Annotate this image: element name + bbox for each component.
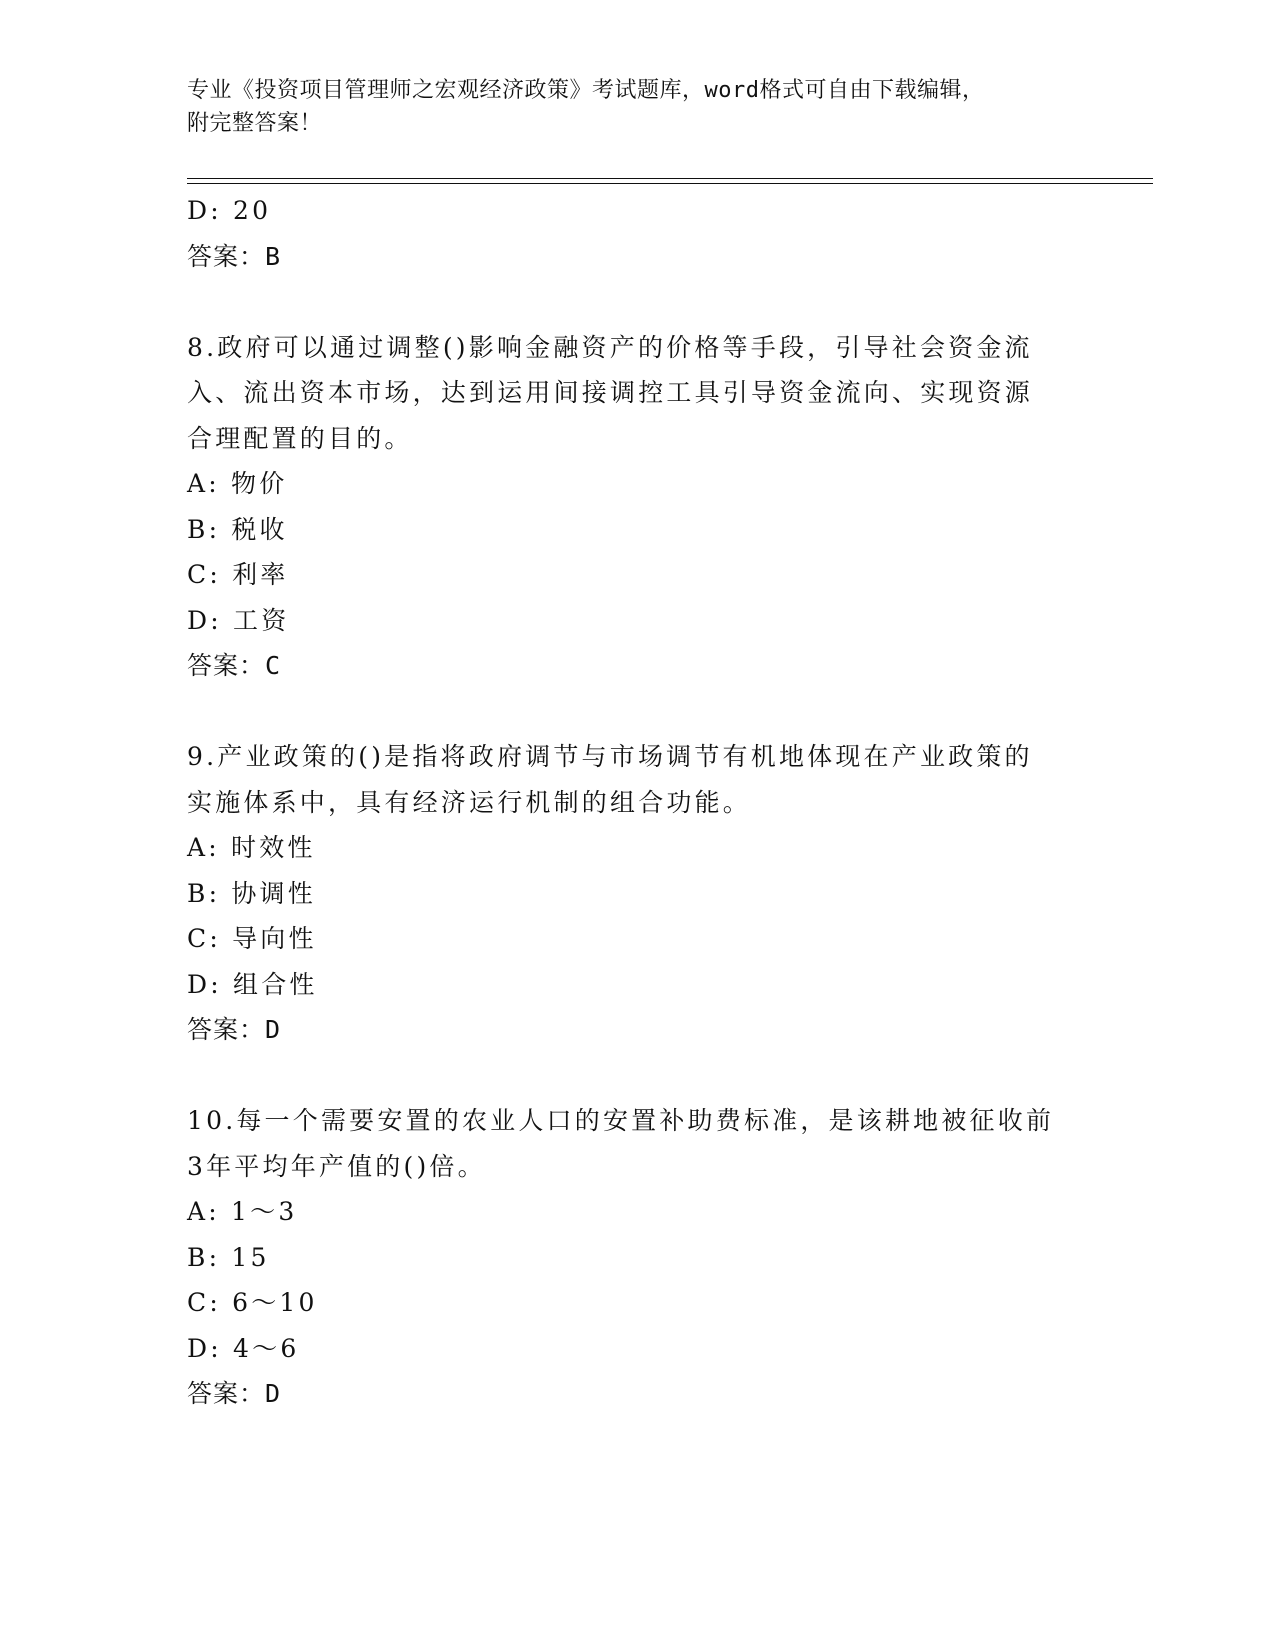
question-9-option-c: C: 导向性 [187,924,317,953]
question-9-text [187,734,1067,825]
question-8-option-b: B: 税收 [187,514,288,544]
question-8-option-a: A: 物价 [187,469,288,498]
question-8-line-3: 合理配置的目的。 [187,423,413,453]
question-9-answer: 答案：D [187,1015,282,1044]
question-10-option-c: C: 6～10 [187,1288,318,1317]
question-9-option-a: A: 时效性 [187,833,316,862]
question-8-option-d: D: 工资 [187,605,290,635]
question-9-option-b: B: 协调性 [187,878,316,908]
question-9-option-d: D: 组合性 [187,969,318,999]
question-10-line-1: 10.每一个需要安置的农业人口的安置补助费标准，是该耕地被征收前 [187,1106,1055,1135]
header-line-2: 附完整答案！ [187,111,323,136]
question-10-line-2: 3年平均年产值的()倍。 [187,1151,486,1181]
previous-answer: 答案：B [187,241,282,271]
header-divider-top [187,178,1153,179]
question-8-answer: 答案：C [187,651,282,680]
question-9-line-1: 9.产业政策的()是指将政府调节与市场调节有机地体现在产业政策的 [187,742,1033,771]
question-10-option-d: D: 4～6 [187,1333,300,1363]
question-8-line-2: 入、流出资本市场，达到运用间接调控工具引导资金流向、实现资源 [187,378,1034,407]
question-8 [187,325,1087,689]
spacer [187,279,1087,325]
question-10-answer: 答案：D [187,1379,282,1408]
question-9-line-2: 实施体系中，具有经济运行机制的组合功能。 [187,787,752,817]
previous-option-d: D: 20 [187,196,272,225]
question-10-text [187,1098,1067,1189]
question-10 [187,1098,1087,1417]
document-header [187,74,1087,140]
question-8-line-1: 8.政府可以通过调整()影响金融资产的价格等手段，引导社会资金流 [187,332,1033,362]
spacer [187,1053,1087,1099]
question-content [187,188,1087,1417]
question-10-option-a: A: 1～3 [187,1197,298,1226]
question-10-option-b: B: 15 [187,1242,270,1272]
header-line-1: 专业《投资项目管理师之宏观经济政策》考试题库，word格式可自由下载编辑， [187,78,985,103]
question-8-text [187,325,1067,462]
question-8-option-c: C: 利率 [187,560,289,589]
spacer [187,689,1087,735]
question-9 [187,734,1087,1053]
header-divider-bottom [187,183,1153,184]
